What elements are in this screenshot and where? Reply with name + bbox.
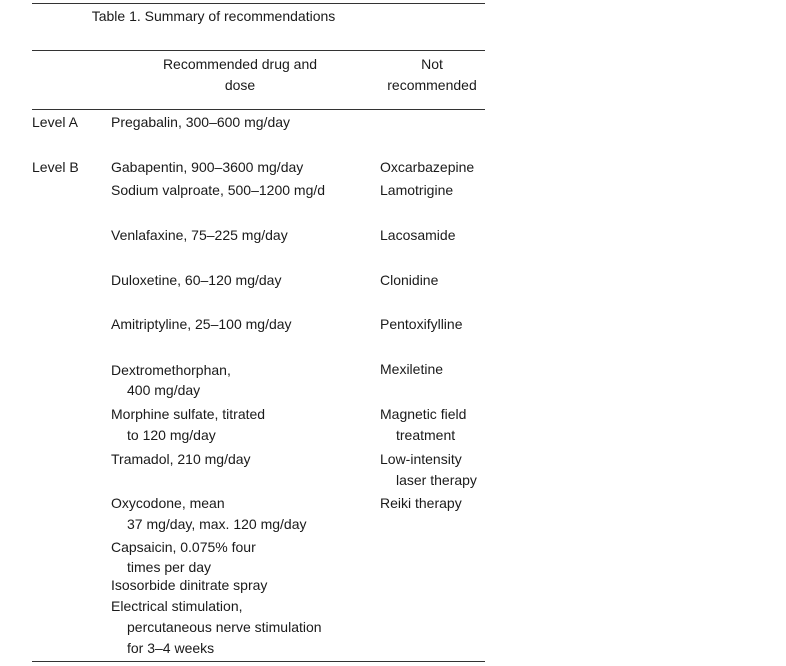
recommended-drug-cell: [111, 270, 281, 291]
recommended-drug-line: Amitriptyline, 25–100 mg/day: [111, 316, 292, 332]
recommended-drug-line: to 120 mg/day: [127, 427, 216, 443]
bottom-rule: [32, 661, 485, 662]
level-a-label: Level A: [32, 114, 78, 130]
recommended-drug-line: Dextromethorphan,: [111, 362, 231, 378]
recommended-drug-line: 37 mg/day, max. 120 mg/day: [127, 516, 307, 532]
not-recommended-item-line: Low-intensity: [380, 451, 462, 467]
level-b-label: Level B: [32, 159, 79, 175]
recommended-drug-cell: [111, 157, 303, 178]
recommended-drug-line: Sodium valproate, 500–1200 mg/d: [111, 182, 326, 198]
recommended-drug-cell: [111, 404, 265, 446]
not-recommended-item-cell: [380, 404, 466, 446]
not-recommended-item-line: Pentoxifylline: [380, 316, 463, 332]
recommended-drug-cell: [111, 112, 290, 133]
not-recommended-item-line: Lacosamide: [380, 227, 456, 243]
header-recommended-line: Recommended drug and: [162, 56, 318, 72]
recommended-drug-line: Venlafaxine, 75–225 mg/day: [111, 227, 288, 243]
recommended-drug-line: Gabapentin, 900–3600 mg/day: [111, 159, 304, 175]
not-recommended-item-cell: [380, 359, 443, 380]
not-recommended-item-line: Lamotrigine: [380, 182, 454, 198]
recommended-drug-line: Oxycodone, mean: [111, 495, 225, 511]
not-recommended-item-cell: [380, 270, 438, 291]
recommended-drug-cell: [111, 360, 231, 400]
header-bottom-rule: [32, 109, 485, 110]
recommended-drug-line: for 3–4 weeks: [127, 640, 215, 656]
recommended-drug-line: Electrical stimulation,: [111, 598, 243, 614]
not-recommended-item-line: Reiki therapy: [380, 495, 462, 511]
not-recommended-item-cell: [380, 493, 462, 514]
recommended-drug-cell: [111, 449, 251, 470]
recommended-drug-cell: [111, 537, 256, 577]
not-recommended-item-line: Clonidine: [380, 272, 439, 288]
recommended-drug-line: Isosorbide dinitrate spray: [111, 577, 268, 593]
recommended-drug-cell: [111, 180, 325, 201]
not-recommended-item-line: Magnetic field: [380, 406, 467, 422]
recommended-drug-cell: [111, 314, 292, 335]
recommended-drug-cell: [111, 225, 288, 246]
recommended-drug-line: Duloxetine, 60–120 mg/day: [111, 272, 282, 288]
recommended-drug-line: Morphine sulfate, titrated: [111, 406, 266, 422]
header-recommended-line: dose: [224, 77, 256, 93]
recommended-drug-line: Tramadol, 210 mg/day: [111, 451, 251, 467]
not-recommended-item-line: Oxcarbazepine: [380, 159, 475, 175]
top-rule: [32, 3, 485, 4]
header-recommended-drug: [140, 54, 340, 96]
header-not-recommended: [372, 54, 492, 96]
recommended-drug-cell: [111, 596, 322, 659]
not-recommended-item-cell: [380, 180, 453, 201]
recommended-drug-line: percutaneous nerve stimulation: [127, 619, 322, 635]
header-not-recommended-line: recommended: [387, 77, 477, 93]
recommended-drug-line: Pregabalin, 300–600 mg/day: [111, 114, 291, 130]
not-recommended-item-cell: [380, 225, 456, 246]
header-not-recommended-line: Not: [421, 56, 443, 72]
not-recommended-item-line: laser therapy: [396, 472, 477, 488]
recommended-drug-cell: [111, 493, 307, 535]
not-recommended-item-line: Mexiletine: [380, 361, 444, 377]
not-recommended-item-cell: [380, 314, 463, 335]
header-top-rule: [32, 50, 485, 51]
recommended-drug-line: 400 mg/day: [127, 382, 201, 398]
not-recommended-item-cell: [380, 157, 474, 178]
recommended-drug-line: times per day: [127, 559, 212, 575]
recommended-drug-cell: [111, 575, 267, 596]
not-recommended-item-line: treatment: [396, 427, 456, 443]
recommended-drug-line: Capsaicin, 0.075% four: [111, 539, 256, 555]
table-caption: Table 1. Summary of recommendations: [91, 8, 336, 24]
not-recommended-item-cell: [380, 449, 477, 491]
